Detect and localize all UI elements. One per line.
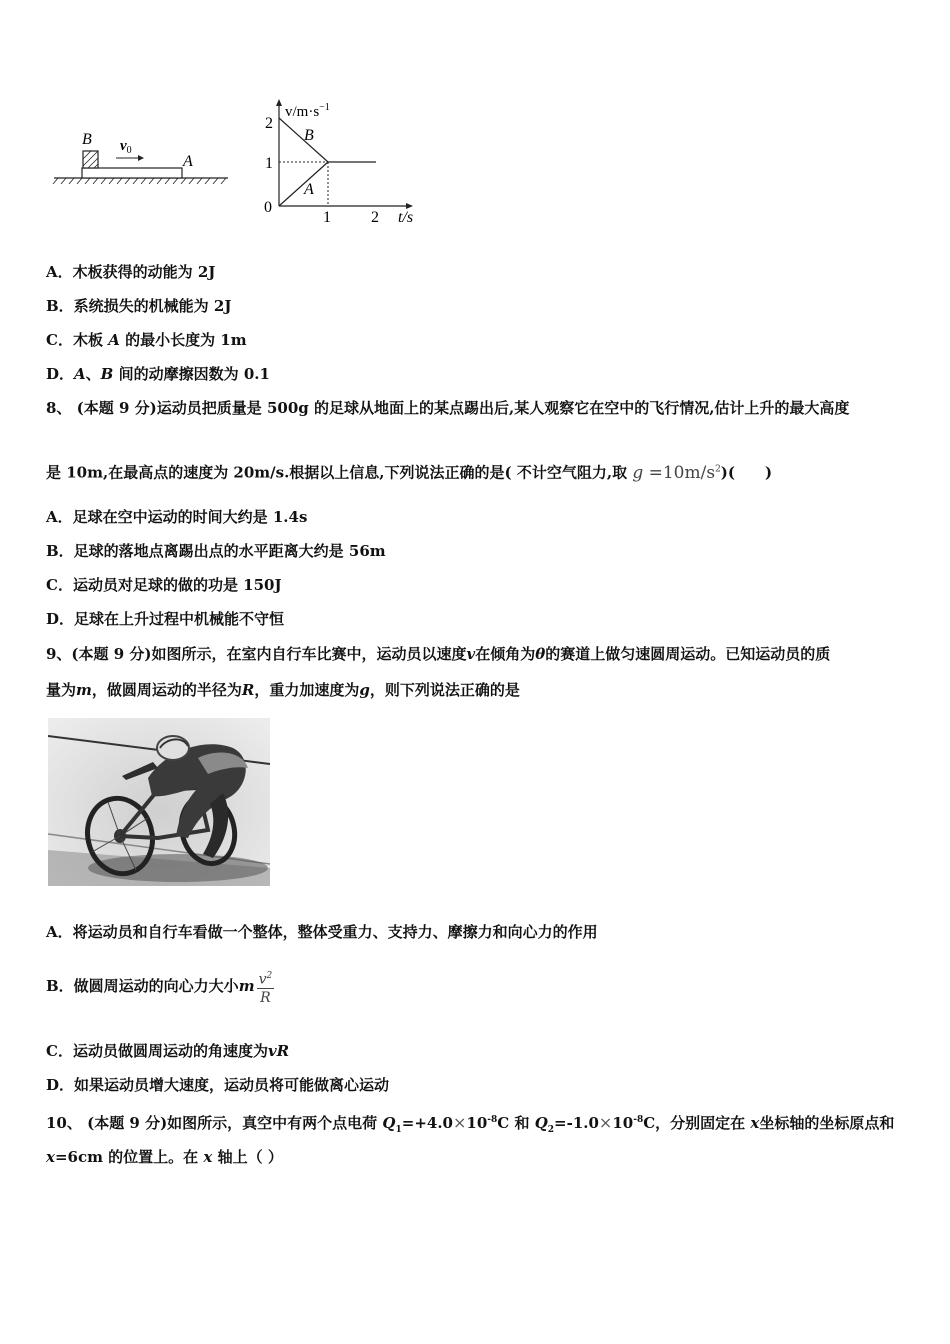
svg-text:v/m·s−1 [285, 102, 330, 120]
fraction-num-sup: 2 [266, 970, 273, 981]
q9-option-b-pre: B．做圆周运动的向心力大小 [46, 977, 239, 995]
q9-line2-c: ，重力加速度为 [254, 681, 360, 699]
q7-option-c-pre: C．木板 [46, 331, 103, 349]
g-sup: 2 [715, 464, 721, 474]
q8-stem-line2-pre: 是 10m,在最高点的速度为 20m/s.根据以上信息,下列说法正确的是( 不计空气阻力,取 [46, 463, 628, 482]
q10-times1: × [453, 1113, 467, 1132]
q10-q2: Q [534, 1114, 548, 1132]
q9-option-b-m: m [238, 977, 255, 995]
q10-q2-unit: C，分别固定在 [643, 1114, 746, 1132]
cyclist-photo [48, 718, 270, 886]
y-tick-2: 2 [265, 115, 273, 132]
y-axis-label-sup: −1 [319, 102, 330, 113]
q7-option-d-mid: 、 [85, 365, 101, 383]
q7-option-c [46, 330, 247, 350]
q9-line2-m: m [76, 681, 92, 699]
q9-option-c [46, 1041, 289, 1061]
q9-line1-theta: θ [535, 645, 546, 663]
centripetal-fraction [257, 967, 275, 1008]
q9-line1-c: 的赛道上做匀速圆周运动。已知运动员的质 [545, 645, 831, 663]
q9-line1-a: 9、(本题 9 分)如图所示，在室内自行车比赛中，运动员以速度 [46, 645, 467, 663]
q10-line2-a: =6cm 的位置上。在 [54, 1148, 199, 1166]
q8-stem-line1: 8、 (本题 9 分)运动员把质量是 500g 的足球从地面上的某点踢出后,某人观察它在空中的飞行情况,估计上升的最大高度 [46, 399, 850, 417]
q8-stem-line2-post: )( ) [720, 463, 773, 482]
q10-line2-x: x [46, 1148, 55, 1166]
fraction-denominator: R [260, 990, 271, 1007]
g-var: g [632, 462, 644, 483]
q10-line2-b: 轴上（ ） [217, 1148, 283, 1166]
q9-line2-d: ，则下列说法正确的是 [369, 681, 520, 699]
y-tick-0: 0 [264, 199, 272, 216]
q9-line2-b: ，做圆周运动的半径为 [91, 681, 242, 699]
fraction-numerator [257, 967, 275, 990]
board-a [82, 168, 182, 178]
q9-line2-g: g [359, 681, 370, 699]
q7-option-c-post: 的最小长度为 1m [125, 331, 247, 349]
q10-q2-exp-base: 10 [612, 1114, 634, 1132]
board-block-figure [50, 126, 235, 188]
vt-graph [258, 98, 428, 230]
q9-option-b [46, 964, 274, 1008]
label-b: B [82, 131, 92, 148]
label-v0-sub: 0 [126, 145, 132, 156]
q10-q2-sub: 2 [547, 1125, 555, 1135]
q7-option-d-pre: D． [46, 365, 75, 383]
q9-option-a: A．将运动员和自行车看做一个整体，整体受重力、支持力、摩擦力和向心力的作用 [46, 923, 598, 941]
line-b-label: B [304, 127, 314, 144]
q9-option-d: D．如果运动员增大速度，运动员将可能做离心运动 [46, 1076, 390, 1094]
q7-option-d [46, 364, 270, 384]
q9-line2-a: 量为 [46, 681, 77, 699]
g-formula [632, 463, 720, 483]
q10-x-var: x [750, 1114, 760, 1132]
fraction-num-v: v [258, 971, 267, 988]
q8-option-b: B．足球的落地点离踢出点的水平距离大约是 56m [46, 542, 386, 560]
q9-option-c-pre: C．运动员做圆周运动的角速度为 [46, 1042, 268, 1060]
q7-option-a: A．木板获得的动能为 2J [46, 263, 216, 281]
y-tick-1: 1 [265, 155, 273, 172]
q10-line2-x2: x [203, 1148, 213, 1166]
q8-option-d: D．足球在上升过程中机械能不守恒 [46, 610, 285, 628]
label-a: A [183, 153, 193, 170]
q10-q1-exp: -8 [487, 1115, 498, 1125]
line-a-label: A [304, 181, 314, 198]
q7-option-b: B．系统损失的机械能为 2J [46, 297, 232, 315]
q9-line1-v: v [466, 645, 476, 663]
q10-q2-val: =-1.0 [554, 1114, 599, 1132]
x-tick-2: 2 [371, 209, 379, 226]
g-value: =10m/s [643, 462, 716, 483]
q10-q1-sub: 1 [395, 1125, 402, 1135]
q10-stem-line1 [46, 1110, 894, 1140]
q9-stem-line2 [46, 680, 520, 700]
q7-option-c-var: A [108, 331, 120, 349]
q10-line1-b: 坐标轴的坐标原点和 [759, 1114, 895, 1132]
q10-q1: Q [382, 1114, 396, 1132]
q8-option-c: C．运动员对足球的做的功是 150J [46, 576, 282, 594]
x-axis-label: t/s [398, 209, 414, 226]
q8-stem-line2 [46, 459, 772, 483]
q10-q1-unit: C 和 [497, 1114, 530, 1132]
q9-line2-r: R [241, 681, 255, 699]
q10-q1-val: =+4.0 [401, 1114, 453, 1132]
x-tick-1: 1 [323, 209, 331, 226]
q7-option-d-post: 间的动摩擦因数为 0.1 [118, 365, 270, 383]
svg-text:v0 [120, 138, 132, 156]
q10-times2: × [598, 1113, 613, 1132]
q8-option-a: A．足球在空中运动的时间大约是 1.4s [46, 508, 308, 526]
q9-stem-line1 [46, 644, 830, 664]
y-axis-label: v/m·s [285, 104, 320, 120]
q10-q2-exp: -8 [633, 1115, 644, 1125]
q10-line1-a: 10、 (本题 9 分)如图所示，真空中有两个点电荷 [46, 1114, 378, 1132]
q10-stem-line2 [46, 1147, 283, 1167]
q7-option-d-var2: B [100, 365, 114, 383]
q10-q1-exp-base: 10 [466, 1114, 488, 1132]
q9-line1-b: 在倾角为 [475, 645, 536, 663]
q9-option-c-var: vR [267, 1042, 290, 1060]
label-v0: v [120, 138, 127, 154]
q7-option-d-var1: A [74, 365, 86, 383]
